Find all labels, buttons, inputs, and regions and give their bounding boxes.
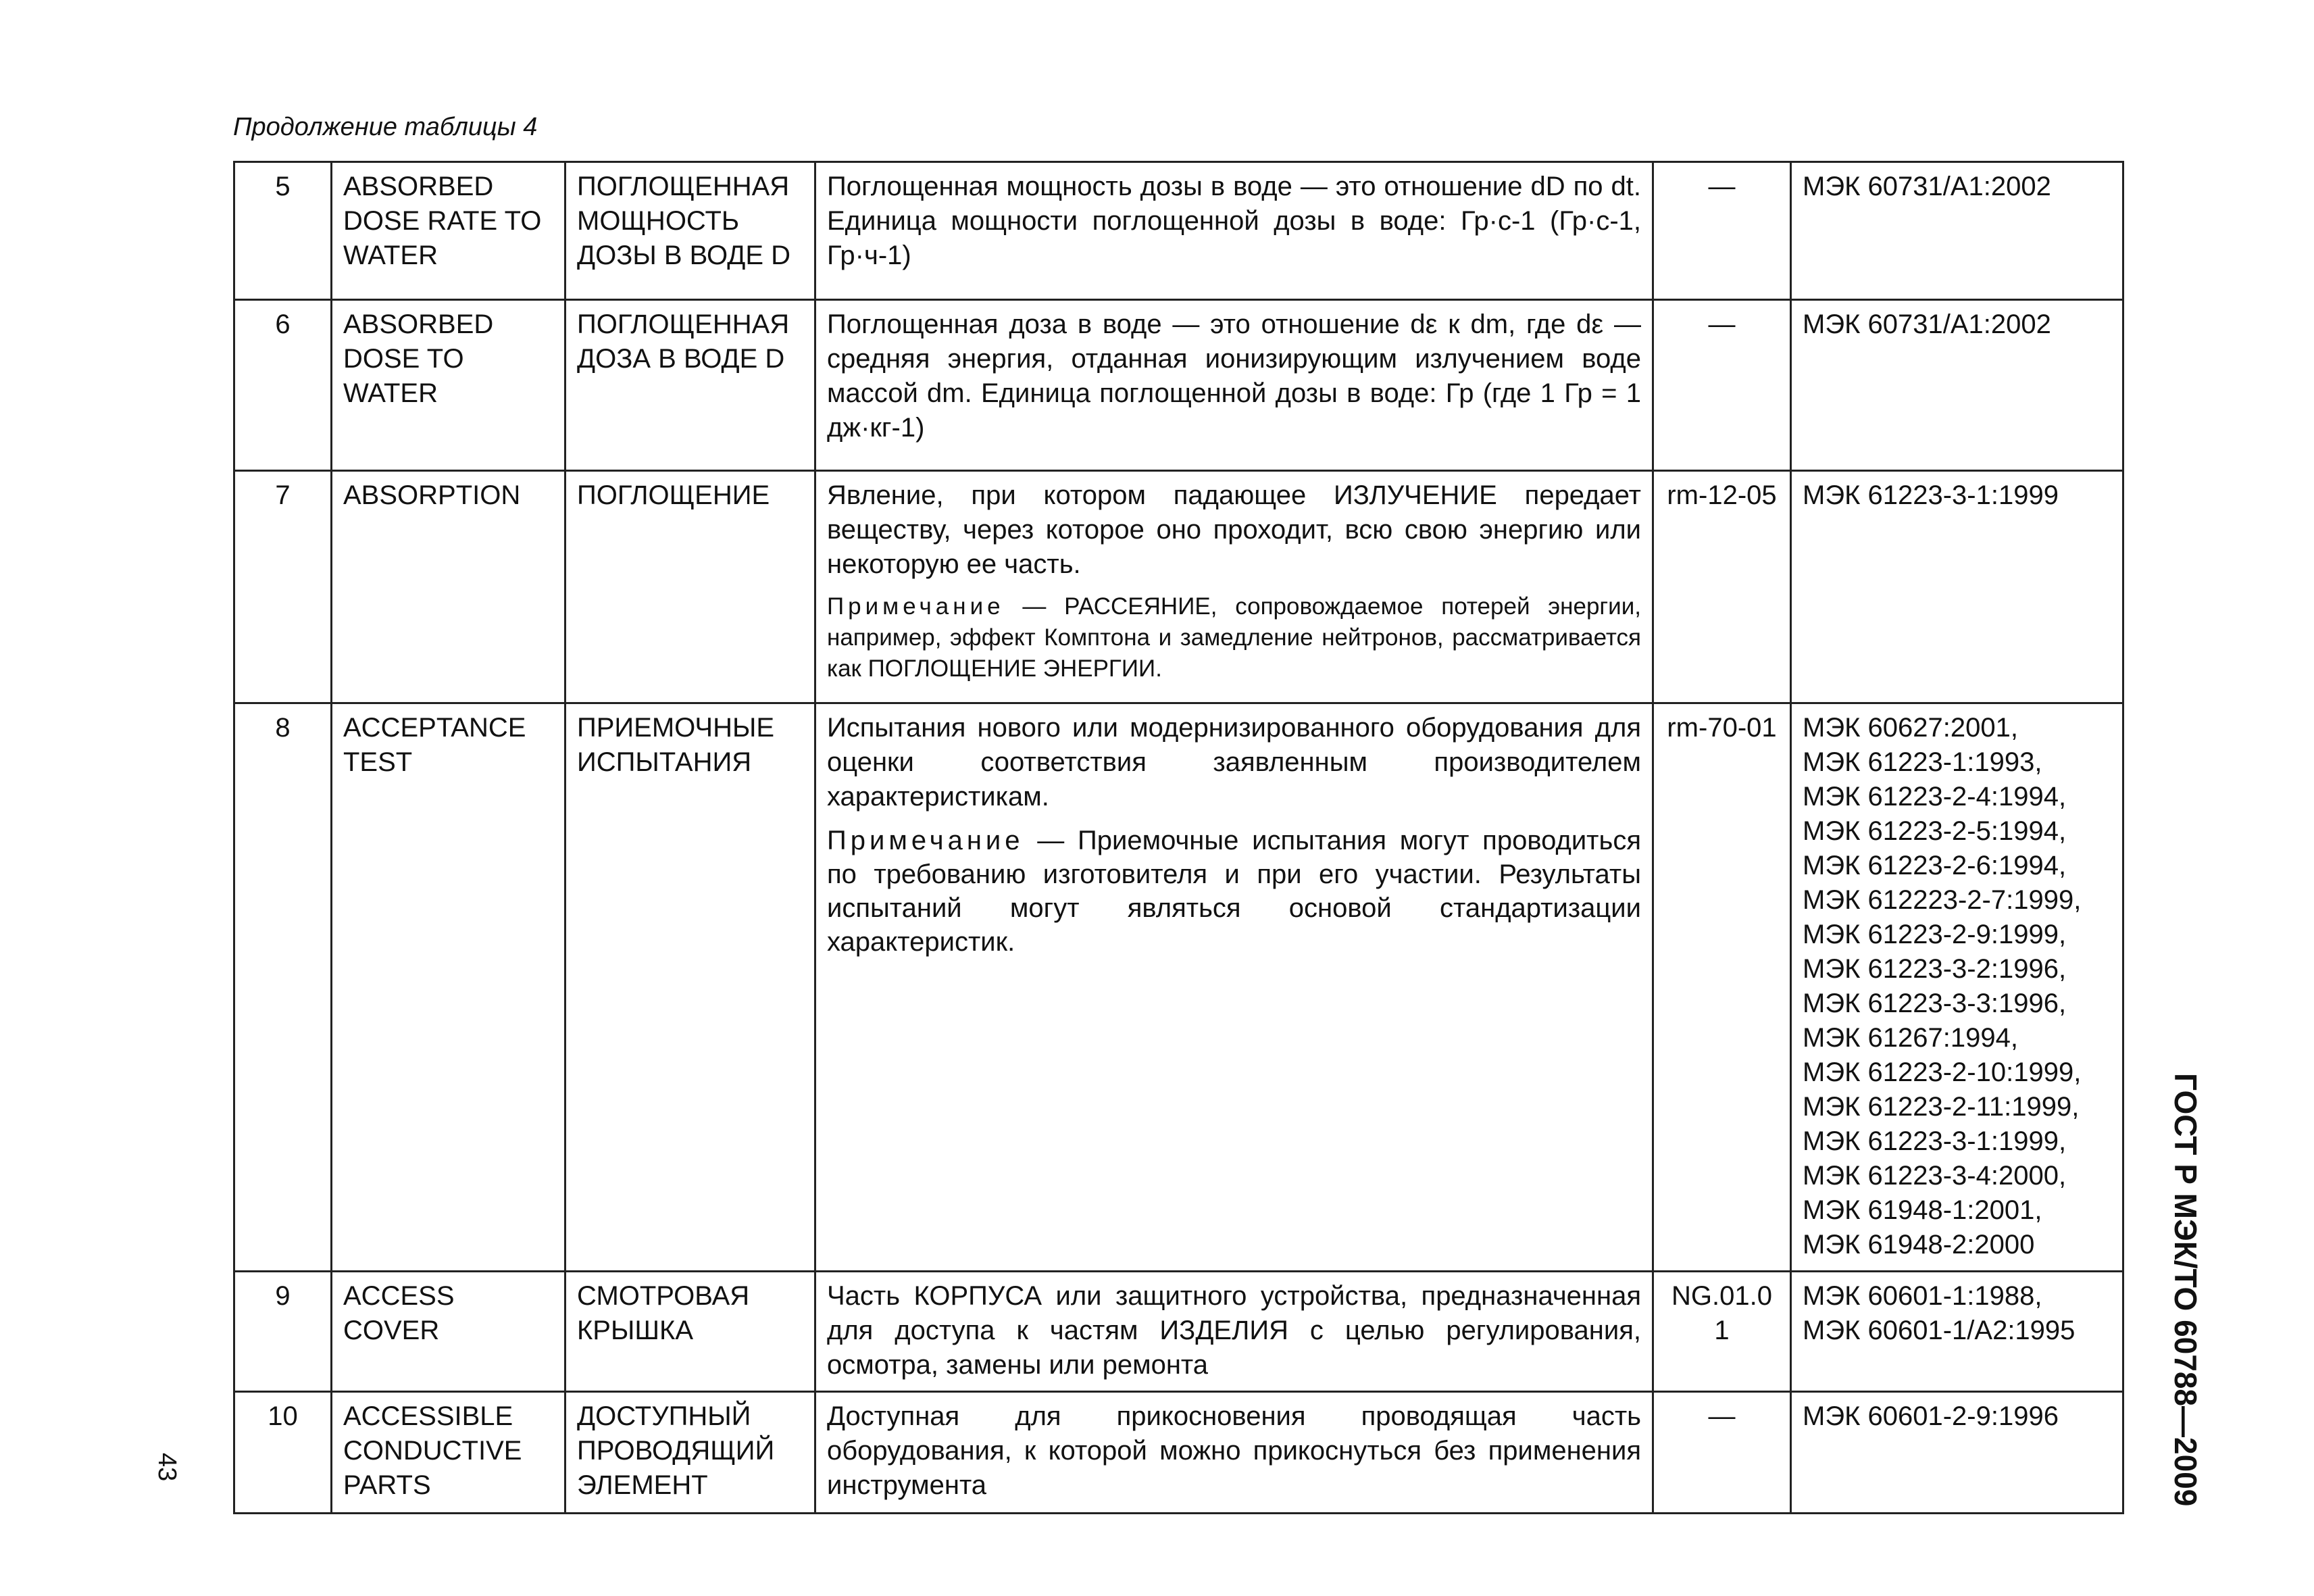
definition-text: Часть КОРПУСА или защитного устройства, предназначенная для доступа к частям ИЗДЕЛИЯ с целью регулирования, осмотра, замены или ремонта: [827, 1281, 1641, 1380]
row-number: 9: [234, 1272, 332, 1392]
term-code: —: [1653, 1392, 1791, 1514]
standard-ref: МЭК 60731/А1:2002: [1803, 172, 2051, 201]
standard-ref: МЭК 61223-2-11:1999,: [1803, 1092, 2080, 1122]
standard-ref: МЭК 61223-2-4:1994,: [1803, 782, 2067, 812]
definition-text: Испытания нового или модернизированного оборудования для оценки соответствия заявленным производителем характеристикам.: [827, 713, 1641, 812]
table-row: [234, 1392, 2123, 1514]
table-row: [234, 300, 2123, 471]
term-english: ACCESSIBLE CONDUCTIVE PARTS: [332, 1392, 565, 1514]
document-id: ГОСТ Р МЭК/ТО 60788—2009: [2168, 1073, 2203, 1507]
table-caption: Продолжение таблицы 4: [233, 113, 538, 141]
row-number: 5: [234, 162, 332, 300]
standard-ref: МЭК 60731/А1:2002: [1803, 309, 2051, 339]
source-standards: [1791, 162, 2123, 300]
definition-cell: [815, 703, 1653, 1272]
definition-text: Явление, при котором падающее ИЗЛУЧЕНИЕ передает веществу, через которое оно проходит, всю свою энергию или некоторую ее часть.: [827, 480, 1641, 579]
standard-ref: МЭК 61223-3-4:2000,: [1803, 1161, 2067, 1191]
source-standards: [1791, 703, 2123, 1272]
row-number: 7: [234, 471, 332, 703]
term-russian: СМОТРОВАЯ КРЫШКА: [565, 1272, 815, 1392]
standard-ref: МЭК 60601-1:1988,: [1803, 1281, 2042, 1311]
row-number: 6: [234, 300, 332, 471]
row-number: 8: [234, 703, 332, 1272]
source-standards: [1791, 1392, 2123, 1514]
definition-note: [827, 591, 1641, 684]
term-code: —: [1653, 162, 1791, 300]
source-standards: [1791, 471, 2123, 703]
note-label: Примечание: [827, 593, 1005, 620]
term-code: NG.01.01: [1653, 1272, 1791, 1392]
definition-cell: [815, 300, 1653, 471]
definition-text: Поглощенная доза в воде — это отношение dε к dm, где dε — средняя энергия, отданная ионизирующим излучением воде массой dm. Единица поглощенной дозы в воде: Гр (где 1 Гр = 1 дж·кг-1): [827, 309, 1641, 443]
definition-note: [827, 824, 1641, 959]
note-text: — Приемочные испытания могут проводиться по требованию изготовителя и при его участии. Результаты испытаний могут являться основой стандартизации характеристик.: [827, 826, 1641, 957]
standard-ref: МЭК 60627:2001,: [1803, 713, 2018, 743]
standard-ref: МЭК 61223-3-2:1996,: [1803, 954, 2067, 984]
standard-ref: МЭК 61948-2:2000: [1803, 1230, 2035, 1260]
page-number: 43: [153, 1453, 181, 1482]
term-code: —: [1653, 300, 1791, 471]
term-english: ACCEPTANCE TEST: [332, 703, 565, 1272]
row-number: 10: [234, 1392, 332, 1514]
table-row: [234, 703, 2123, 1272]
term-english: ACCESS COVER: [332, 1272, 565, 1392]
definition-cell: [815, 162, 1653, 300]
source-standards: [1791, 1272, 2123, 1392]
standard-ref: МЭК 612223-2-7:1999,: [1803, 885, 2082, 915]
term-russian: ПРИЕМОЧНЫЕ ИСПЫТАНИЯ: [565, 703, 815, 1272]
standard-ref: МЭК 61223-2-10:1999,: [1803, 1057, 2082, 1087]
term-russian: ДОСТУПНЫЙ ПРОВОДЯЩИЙ ЭЛЕМЕНТ: [565, 1392, 815, 1514]
definition-cell: [815, 471, 1653, 703]
standard-ref: МЭК 60601-2-9:1996: [1803, 1401, 2059, 1431]
term-english: ABSORPTION: [332, 471, 565, 703]
standard-ref: МЭК 61223-2-6:1994,: [1803, 851, 2067, 880]
standard-ref: МЭК 61223-3-1:1999,: [1803, 1126, 2067, 1156]
note-text: — РАССЕЯНИЕ, сопровождаемое потерей энергии, например, эффект Комптона и замедление нейтронов, рассматривается как ПОГЛОЩЕНИЕ ЭНЕРГИИ.: [827, 593, 1641, 682]
standard-ref: МЭК 61223-3-1:1999: [1803, 480, 2059, 510]
table-row: [234, 162, 2123, 300]
term-english: ABSORBED DOSE TO WATER: [332, 300, 565, 471]
source-standards: [1791, 300, 2123, 471]
table-row: [234, 471, 2123, 703]
terms-table: [233, 161, 2124, 1514]
definition-text: Поглощенная мощность дозы в воде — это отношение dD по dt. Единица мощности поглощенной дозы в воде: Гр·с-1 (Гр·с-1, Гр·ч-1): [827, 172, 1641, 270]
term-code: rm-70-01: [1653, 703, 1791, 1272]
term-russian: ПОГЛОЩЕННАЯ МОЩНОСТЬ ДОЗЫ В ВОДЕ D: [565, 162, 815, 300]
standard-ref: МЭК 61223-2-5:1994,: [1803, 816, 2067, 846]
note-label: Примечание: [827, 826, 1024, 855]
table-row: [234, 1272, 2123, 1392]
term-english: ABSORBED DOSE RATE TO WATER: [332, 162, 565, 300]
standard-ref: МЭК 61948-1:2001,: [1803, 1195, 2042, 1225]
standard-ref: МЭК 60601-1/А2:1995: [1803, 1316, 2076, 1345]
standard-ref: МЭК 61267:1994,: [1803, 1023, 2018, 1053]
standard-ref: МЭК 61223-1:1993,: [1803, 747, 2042, 777]
standard-ref: МЭК 61223-2-9:1999,: [1803, 920, 2067, 949]
definition-text: Доступная для прикосновения проводящая часть оборудования, к которой можно прикоснуться без применения инструмента: [827, 1401, 1641, 1500]
term-russian: ПОГЛОЩЕНИЕ: [565, 471, 815, 703]
definition-cell: [815, 1392, 1653, 1514]
definition-cell: [815, 1272, 1653, 1392]
standard-ref: МЭК 61223-3-3:1996,: [1803, 989, 2067, 1018]
term-russian: ПОГЛОЩЕННАЯ ДОЗА В ВОДЕ D: [565, 300, 815, 471]
term-code: rm-12-05: [1653, 471, 1791, 703]
